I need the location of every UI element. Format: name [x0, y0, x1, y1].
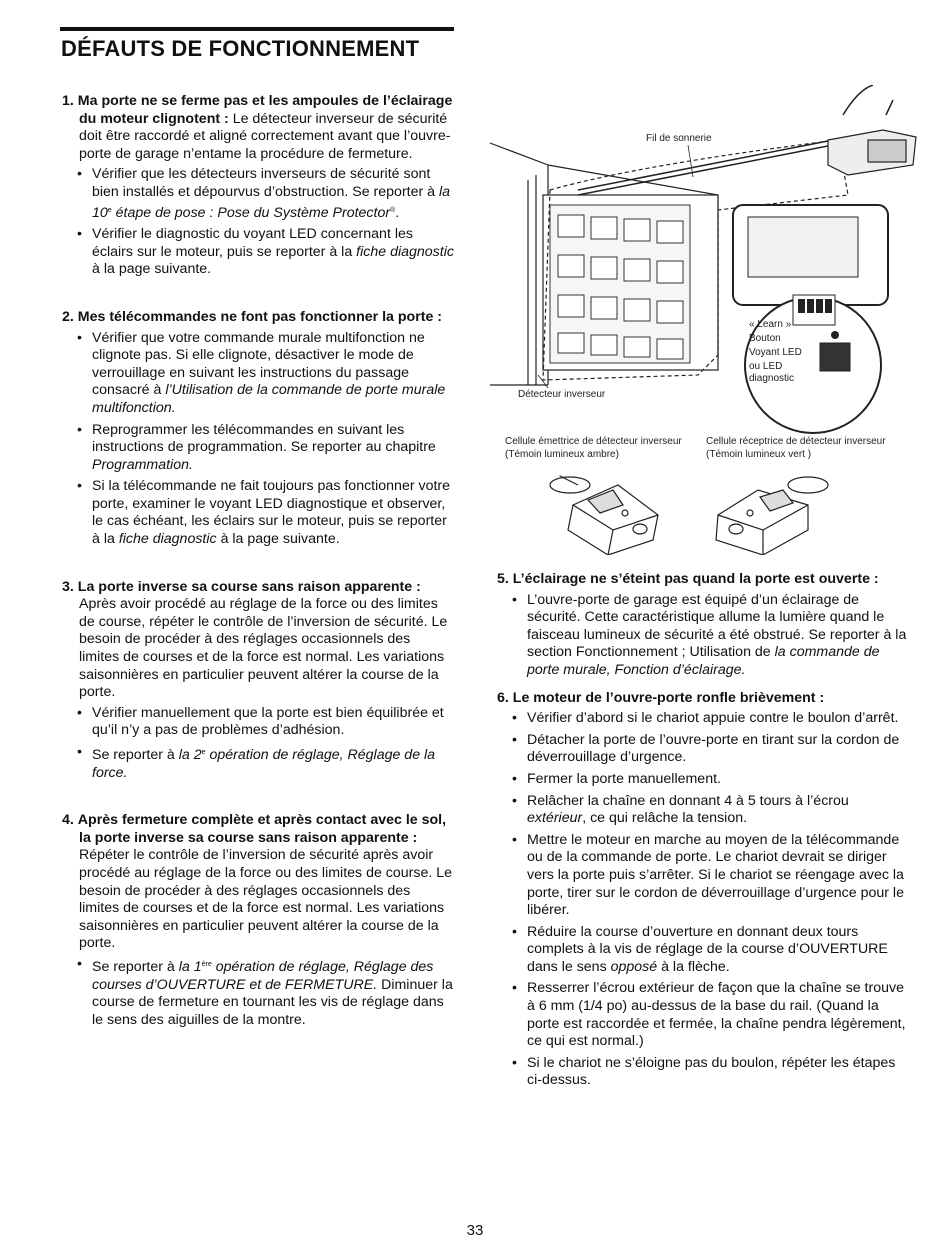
item-body: Après avoir procédé au réglage de la force ou des limites de course, répéter le contrôle de l’inversion de sécurité. Le besoin de procéder à des réglages occasionnels des limites de courses et de la force est normal. Les variations saisonnières en particulier peuvent altérer la course de la porte.	[79, 596, 448, 701]
text: Vérifier manuellement que la porte est bien équilibrée et qu’il n’y a pas de problèmes d’adhésion.	[92, 704, 444, 739]
italic-ref: étape de pose : Pose du Système Protector	[111, 204, 391, 221]
receiver-label	[706, 436, 888, 460]
callout-line: Bouton	[749, 333, 781, 344]
item-body: Le détecteur inverseur de sécurité doit être raccordé et aligné correctement avant que l’ouvre-porte de garage n’entame la procédure de fermeture.	[79, 110, 451, 162]
bullet: •	[77, 704, 82, 721]
sensor-label: Détecteur inverseur	[518, 389, 606, 400]
text: Fermer la porte manuellement.	[527, 770, 721, 787]
list-item	[497, 710, 910, 728]
italic-ref: la 1	[178, 958, 202, 975]
callout-line: ou LED	[749, 361, 783, 372]
item-5-intro	[497, 571, 910, 589]
text: Reprogrammer les télécommandes en suivant les instructions de programmation. Se reporter au chapitre	[92, 421, 436, 456]
text: Mettre le moteur en marche au moyen de la télécommande ou de la commande de porte. Le chariot devrait se diriger vers la porte puis s’arrêter. Si le chariot se réengage avec la porte, tirer sur le cordon de déverrouillage d’urgence pour le libérer.	[527, 831, 904, 919]
text: à la page suivante.	[216, 531, 340, 548]
list-item	[497, 924, 910, 977]
list-item	[497, 771, 910, 789]
italic-ref: la commande de porte murale, Fonction d’éclairage.	[527, 644, 880, 678]
bullet: •	[77, 329, 82, 346]
italic-ref: l’Utilisation de la commande de porte murale multifonction.	[92, 382, 446, 416]
bullet: •	[77, 166, 82, 183]
italic-ref: opposé	[610, 958, 658, 975]
bullet: •	[512, 792, 517, 809]
bullet: •	[77, 226, 82, 243]
garage-door-opener-illustration	[488, 85, 928, 555]
italic-ref: fiche diagnostic	[356, 243, 454, 260]
text: .	[395, 204, 400, 221]
text: Détacher la porte de l’ouvre-porte en tirant sur la cordon de déverrouillage d’urgence.	[527, 731, 900, 766]
receiver-label-line: Cellule réceptrice de détecteur inverseur	[706, 436, 886, 447]
item-number: 2.	[62, 308, 74, 325]
item-4-intro	[62, 812, 454, 953]
superscript: e	[107, 206, 112, 214]
list-item	[62, 422, 454, 475]
bullet: •	[77, 478, 82, 495]
text: Vérifier que les détecteurs inverseurs de sécurité sont bien installés et dépourvus d’obstruction. Se reporter à	[92, 166, 440, 200]
list-item	[497, 832, 910, 920]
list-item	[62, 956, 454, 1029]
item-2-intro	[62, 309, 454, 327]
callout-line: « Learn »	[749, 319, 792, 330]
bullet: •	[77, 421, 82, 438]
bullet: •	[512, 1054, 517, 1071]
item-body: Répéter le contrôle de l’inversion de sécurité après avoir procédé au réglage de la force ou des limites de course. Le besoin de procéder à des réglages occasionnels des limites de courses et de la force est normal. Les variations saisonnières en particulier peuvent altérer la course de la porte.	[79, 847, 453, 952]
text: Se reporter à	[92, 747, 179, 763]
italic-ref: Programmation.	[92, 456, 193, 473]
text: Vérifier d’abord si le chariot appuie contre le boulon d’arrêt.	[527, 710, 899, 727]
callout-line: Voyant LED	[749, 347, 802, 358]
superscript: ère	[201, 960, 212, 968]
item-1-bullets	[62, 166, 454, 279]
wire-label: Fil de sonnerie	[646, 133, 712, 144]
bullet: •	[512, 980, 517, 997]
bullet: •	[512, 731, 517, 748]
superscript: e	[201, 749, 206, 756]
bullet: •	[77, 744, 82, 760]
list-item	[62, 744, 454, 782]
italic-ref: fiche diagnostic	[118, 531, 217, 548]
item-1	[62, 93, 454, 279]
bullet: •	[512, 831, 517, 848]
left-column	[62, 93, 454, 1033]
list-item	[497, 1055, 910, 1090]
italic-ref: la 10	[92, 183, 451, 221]
list-item	[497, 793, 910, 828]
item-1-intro	[62, 93, 454, 163]
item-number: 3.	[62, 578, 74, 595]
text: Se reporter à	[92, 958, 179, 975]
item-number: 5.	[497, 571, 509, 587]
item-heading: Après fermeture complète et après contact avec le sol, la porte inverse sa course sans raison apparente :	[77, 812, 447, 846]
item-4-bullets	[62, 956, 454, 1029]
item-3	[62, 579, 454, 783]
item-heading: La porte inverse sa course sans raison apparente :	[77, 578, 421, 595]
list-item	[497, 732, 910, 767]
item-heading: L’éclairage ne s’éteint pas quand la porte est ouverte :	[512, 571, 879, 587]
list-item	[62, 478, 454, 548]
item-2-bullets	[62, 330, 454, 549]
item-2	[62, 309, 454, 549]
italic-ref: opération de réglage, Réglage de la force.	[92, 747, 436, 781]
item-heading: Le moteur de l’ouvre-porte ronfle brièvement :	[512, 689, 825, 706]
receiver-sensor-drawing	[716, 477, 828, 555]
page-number: 33	[466, 1222, 484, 1239]
callout-line: diagnostic	[749, 373, 795, 384]
title-rule	[60, 27, 454, 31]
text: Relâcher la chaîne en donnant 4 à 5 tours à l’écrou	[527, 792, 849, 809]
item-4	[62, 812, 454, 1029]
list-item	[497, 980, 910, 1050]
receiver-label-line: (Témoin lumineux vert )	[706, 449, 812, 460]
text: Vérifier que votre commande murale multifonction ne clignote pas. Si elle clignote, désactiver le mode de verrouillage en suivant les instructions du passage consacré à	[92, 329, 425, 399]
item-3-bullets	[62, 705, 454, 782]
emitter-label-line: Cellule émettrice de détecteur inverseur	[505, 436, 682, 447]
list-item	[62, 226, 454, 279]
emitter-sensor-drawing	[550, 476, 658, 555]
emitter-label-line: (Témoin lumineux ambre)	[505, 449, 619, 460]
italic-ref: la 2	[178, 747, 202, 763]
item-number: 4.	[62, 812, 74, 829]
text: Vérifier le diagnostic du voyant LED concernant les éclairs sur le moteur, puis se reporter à la	[92, 226, 413, 260]
illustration-svg	[488, 85, 928, 555]
list-item	[497, 592, 910, 680]
item-6-intro	[497, 690, 910, 708]
registered-mark: ®	[390, 206, 396, 214]
list-item	[62, 705, 454, 740]
text: Resserrer l’écrou extérieur de façon que la chaîne se trouve à 6 mm (1/4 po) au-dessus de la base du rail. (Quand la porte est raccordée et fermée, la chaîne pendra légèrement, ce qui est normal.)	[527, 980, 906, 1050]
item-heading: Mes télécommandes ne font pas fonctionner la porte :	[77, 308, 443, 325]
text: L’ouvre-porte de garage est équipé d’un éclairage de sécurité. Cette caractéristique allume la lumière quand le faisceau lumineux de sécurité a été obstrué. Se reporter à la section Fonctionnement ; Utilisation de	[527, 591, 907, 661]
text: à la page suivante.	[92, 261, 212, 278]
text: Diminuer la course de fermeture en tournant les vis de réglage dans le sens des aiguilles de la montre.	[92, 976, 453, 1028]
item-6-bullets	[497, 710, 910, 1090]
item-6	[497, 690, 910, 1090]
item-5-bullets	[497, 592, 910, 680]
item-3-intro	[62, 579, 454, 702]
bullet: •	[512, 923, 517, 940]
item-heading: Ma porte ne se ferme pas et les ampoules de l’éclairage du moteur clignotent :	[77, 93, 453, 127]
italic-ref: opération de réglage, Réglage des courses d’OUVERTURE et de FERMETURE.	[92, 958, 434, 993]
item-number: 1.	[62, 93, 74, 109]
emitter-label	[505, 436, 685, 460]
bullet: •	[512, 710, 517, 727]
bullet: •	[512, 591, 517, 608]
text: à la flèche.	[657, 958, 730, 975]
text: Si la télécommande ne fait toujours pas fonctionner votre porte, examiner le voyant LED diagnostique et observer, le cas échéant, les éclairs sur le moteur, puis se reporter à la	[92, 478, 451, 548]
bullet: •	[512, 770, 517, 787]
list-item	[62, 166, 454, 222]
item-number: 6.	[497, 689, 509, 706]
text: Si le chariot ne s’éloigne pas du boulon, répéter les étapes ci-dessus.	[527, 1054, 896, 1089]
text: , ce qui relâche la tension.	[582, 810, 748, 827]
page-title: DÉFAUTS DE FONCTIONNEMENT	[61, 36, 420, 61]
italic-ref: extérieur	[527, 810, 583, 827]
right-column	[497, 571, 910, 1094]
list-item	[62, 330, 454, 418]
text: Réduire la course d’ouverture en donnant deux tours complets à la vis de réglage de la course d’OUVERTURE dans le sens	[527, 923, 888, 975]
item-5	[497, 571, 910, 680]
bullet: •	[77, 955, 82, 972]
